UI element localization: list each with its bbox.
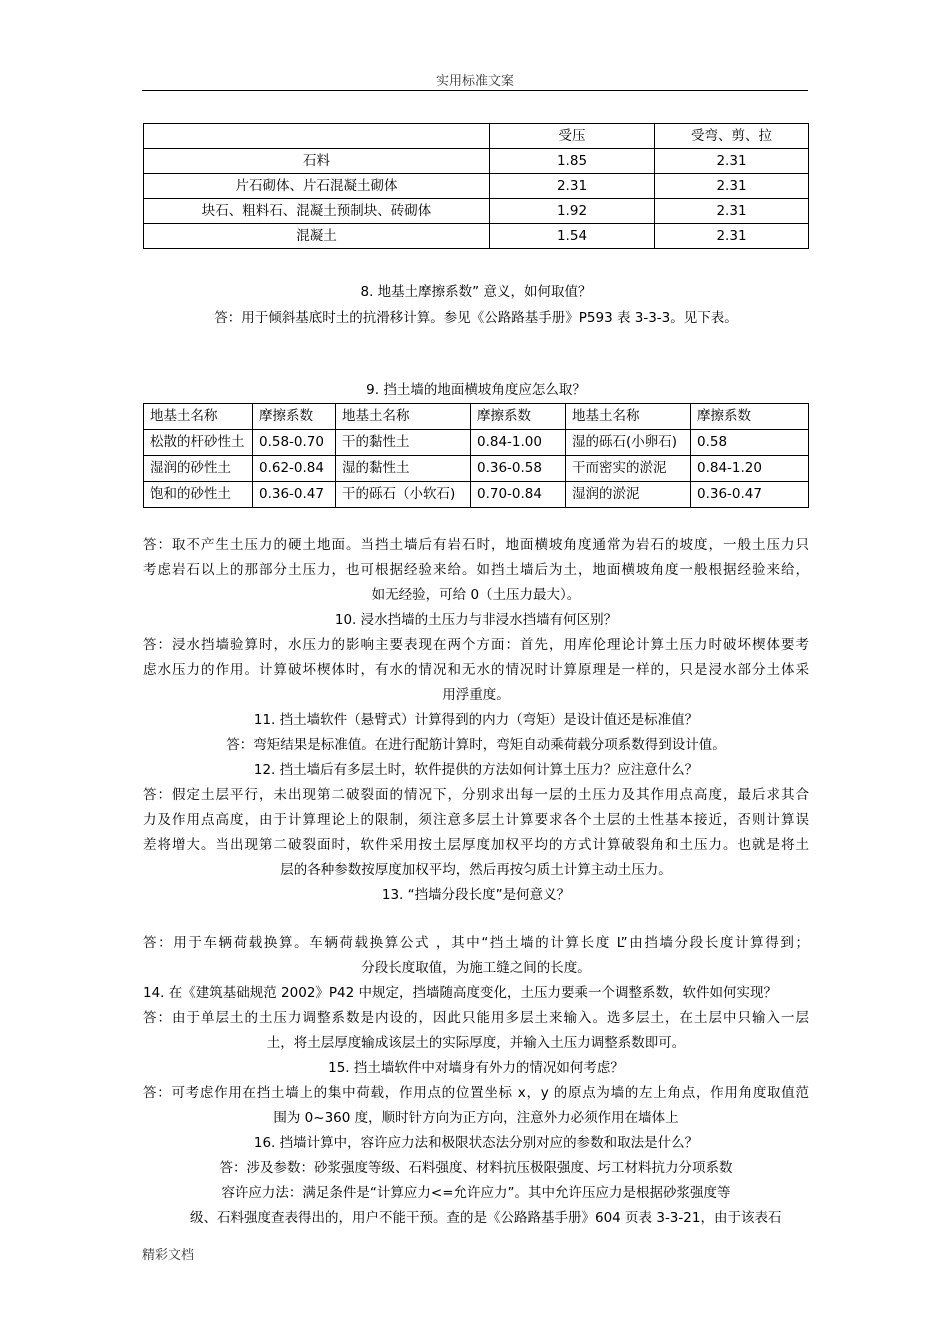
table-cell: 干的黏性土 [336, 430, 471, 456]
answer-9-line: 答：取不产生土压力的硬土地面。当挡土墙后有岩石时，地面横坡角度通常为岩石的坡度，一般土压力只 [143, 537, 809, 553]
table-cell: 0.84-1.20 [691, 456, 809, 482]
table-cell: 混凝土 [144, 224, 490, 249]
answer-10-line: 答：浸水挡墙验算时，水压力的影响主要表现在两个方面：首先，用库伦理论计算土压力时破坏楔体要考 [143, 637, 809, 653]
table-cell: 0.70-0.84 [471, 482, 566, 508]
table-header-cell: 地基土名称 [566, 404, 691, 430]
table-cell: 0.58-0.70 [253, 430, 336, 456]
table-cell: 石料 [144, 149, 490, 174]
page-footer: 精彩文档 [142, 1248, 195, 1263]
table-row [144, 199, 809, 224]
table-cell: 2.31 [655, 199, 809, 224]
table-cell: 湿润的砂性土 [144, 456, 253, 482]
table-row [144, 149, 809, 174]
table-cell: 1.54 [490, 224, 655, 249]
table-cell: 2.31 [655, 174, 809, 199]
table-cell: 0.58 [691, 430, 809, 456]
answer-9-line: 考虑岩石以上的那部分土压力，也可根据经验来给。如挡土墙后为土，地面横坡角度一般根据经验来给， [143, 562, 809, 578]
answer-16-line: 级、石料强度查表得出的，用户不能干预。查的是《公路路基手册》604 页表 3-3-21，由于该表石 [190, 1210, 782, 1226]
question-8: 8. 地基土摩擦系数” 意义，如何取值？ [360, 284, 592, 300]
table-cell: 湿的黏性土 [336, 456, 471, 482]
table-cell: 2.31 [655, 149, 809, 174]
table-header-row [144, 124, 809, 149]
table-header-cell: 摩擦系数 [471, 404, 566, 430]
page-header: 实用标准文案 [142, 70, 808, 91]
answer-14-line: 土，将土层厚度输成该层土的实际厚度，并输入土压力调整系数即可。 [266, 1035, 686, 1051]
table-header-cell: 摩擦系数 [691, 404, 809, 430]
table-cell: 0.36-0.47 [691, 482, 809, 508]
table-cell: 0.36-0.47 [253, 482, 336, 508]
table-cell: 饱和的砂性土 [144, 482, 253, 508]
table-header-cell: 受压 [490, 124, 655, 149]
answer-12-line: 差将增大。当出现第二破裂面时，软件采用按土层厚度加权平均的方式计算破裂角和土压力。也就是将土 [143, 837, 809, 853]
answer-11: 答：弯矩结果是标准值。在进行配筋计算时，弯矩自动乘荷载分项系数得到设计值。 [226, 737, 726, 753]
question-11: 11. 挡土墙软件（悬臂式）计算得到的内力（弯矩）是设计值还是标准值？ [253, 712, 699, 728]
answer-15-line: 答：可考虑作用在挡土墙上的集中荷载，作用点的位置坐标 x，y 的原点为墙的左上角点，作用角度取值范 [143, 1085, 809, 1101]
answer-10-line: 虑水压力的作用。计算破坏楔体时，有水的情况和无水的情况时计算原理是一样的，只是浸水部分土体采 [143, 662, 809, 678]
question-14: 14. 在《建筑基础规范 2002》P42 中规定，挡墙随高度变化，土压力要乘一个调整系数，软件如何实现？ [143, 985, 778, 1001]
safety-factor-table [143, 123, 809, 249]
table-cell: 湿的砾石(小卵石) [566, 430, 691, 456]
table-cell: 片石砌体、片石混凝土砌体 [144, 174, 490, 199]
table-cell: 0.84-1.00 [471, 430, 566, 456]
answer-16-line: 容许应力法：满足条件是“计算应力<=允许应力”。其中允许压应力是根据砂浆强度等 [221, 1185, 731, 1201]
answer-15-line: 围为 0~360 度，顺时针方向为正方向，注意外力必须作用在墙体上 [273, 1110, 679, 1126]
table-row [144, 174, 809, 199]
answer-12-line: 力及作用点高度，由于计算理论上的限制，须注意多层土计算要求各个土层的土性基本接近，否则计算误 [143, 812, 809, 828]
answer-13-line: 答：用于车辆荷载换算。车辆荷载换算公式 ，其中“挡土墙的计算长度 L”由挡墙分段长度计算得到； [143, 935, 809, 951]
question-15: 15. 挡土墙软件中对墙身有外力的情况如何考虑？ [328, 1060, 624, 1076]
table-header-cell: 地基土名称 [144, 404, 253, 430]
table-row [144, 482, 809, 508]
table-cell: 1.85 [490, 149, 655, 174]
table-cell: 块石、粗料石、混凝土预制块、砖砌体 [144, 199, 490, 224]
table-header-row [144, 404, 809, 430]
friction-coefficient-table [143, 403, 809, 508]
table-header-cell: 受弯、剪、拉 [655, 124, 809, 149]
table-header-cell [144, 124, 490, 149]
table-cell: 松散的杆砂性土 [144, 430, 253, 456]
answer-12-line: 层的各种参数按厚度加权平均，然后再按匀质土计算主动土压力。 [280, 862, 672, 878]
table-cell: 湿润的淤泥 [566, 482, 691, 508]
question-13: 13. “挡墙分段长度”是何意义？ [381, 887, 571, 903]
question-10: 10. 浸水挡墙的土压力与非浸水挡墙有何区别？ [334, 612, 618, 628]
question-12: 12. 挡土墙后有多层土时，软件提供的方法如何计算土压力？应注意什么？ [253, 762, 699, 778]
answer-16-line: 答：涉及参数：砂浆强度等级、石料强度、材料抗压极限强度、圬工材料抗力分项系数 [219, 1160, 733, 1176]
answer-14-line: 答：由于单层土的土压力调整系数是内设的，因此只能用多层土来输入。选多层土，在土层中只输入一层 [143, 1010, 809, 1026]
table-cell: 0.62-0.84 [253, 456, 336, 482]
table-row [144, 224, 809, 249]
table-cell: 2.31 [655, 224, 809, 249]
table-cell: 干而密实的淤泥 [566, 456, 691, 482]
table-cell: 1.92 [490, 199, 655, 224]
answer-8: 答：用于倾斜基底时土的抗滑移计算。参见《公路路基手册》P593 表 3-3-3。见下表。 [214, 310, 738, 326]
answer-10-line: 用浮重度。 [442, 687, 510, 703]
question-9: 9. 挡土墙的地面横坡角度应怎么取？ [366, 382, 586, 398]
table-cell: 干的砾石（小软石) [336, 482, 471, 508]
table-cell: 2.31 [490, 174, 655, 199]
table-row [144, 456, 809, 482]
table-row [144, 430, 809, 456]
answer-13-line: 分段长度取值，为施工缝之间的长度。 [361, 960, 591, 976]
answer-9-line: 如无经验，可给 0（土压力最大）。 [371, 587, 581, 603]
question-16: 16. 挡墙计算中，容许应力法和极限状态法分别对应的参数和取法是什么？ [253, 1135, 699, 1151]
answer-12-line: 答：假定土层平行，未出现第二破裂面的情况下，分别求出每一层的土压力及其作用点高度，最后求其合 [143, 787, 809, 803]
table-header-cell: 摩擦系数 [253, 404, 336, 430]
table-header-cell: 地基土名称 [336, 404, 471, 430]
table-cell: 0.36-0.58 [471, 456, 566, 482]
